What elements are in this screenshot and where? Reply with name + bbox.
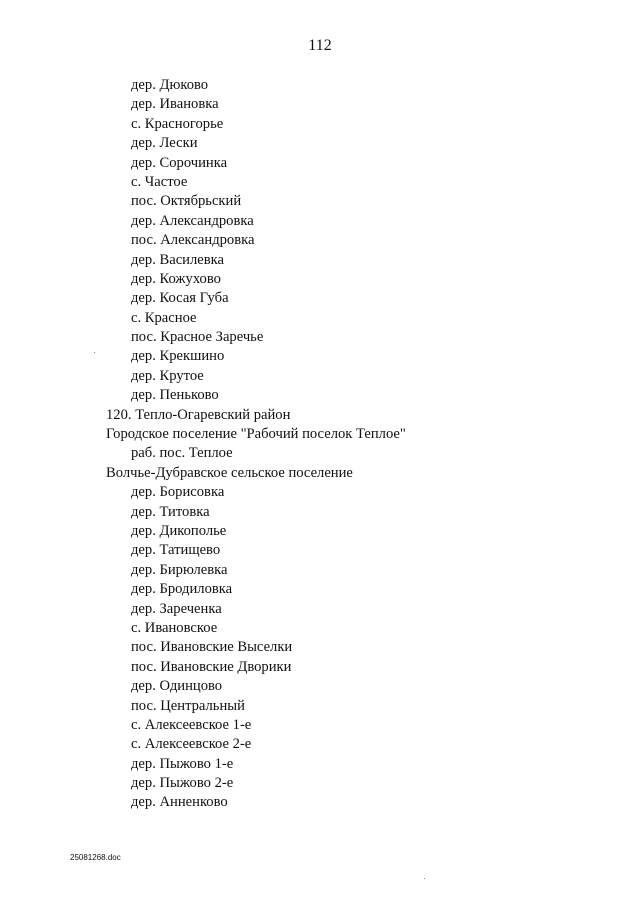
page-number: 112 [308, 37, 332, 54]
locality-item: дер. Зареченка [131, 600, 222, 617]
locality-item: дер. Анненково [131, 794, 228, 811]
locality-item: дер. Лески [131, 135, 198, 152]
locality-item: дер. Борисовка [131, 484, 225, 501]
locality-item: дер. Крутое [131, 367, 204, 384]
locality-item: дер. Дикополье [131, 522, 227, 539]
locality-item: пос. Ивановские Дворики [131, 658, 292, 675]
locality-item: с. Частое [131, 173, 188, 190]
locality-list [0, 76, 640, 813]
section-heading: Городское поселение "Рабочий поселок Теплое" [106, 426, 406, 443]
locality-item: дер. Пыжово 1-е [131, 755, 234, 772]
locality-item: с. Алексеевское 1-е [131, 716, 252, 733]
locality-item: дер. Крекшино [131, 348, 225, 365]
locality-item: дер. Титовка [131, 503, 210, 520]
locality-item: дер. Бродиловка [131, 581, 233, 598]
locality-item: дер. Александровка [131, 212, 254, 229]
locality-item: пос. Центральный [131, 697, 245, 714]
locality-item: дер. Ивановка [131, 96, 219, 113]
locality-item: дер. Пыжово 2-е [131, 775, 234, 792]
locality-item: дер. Пеньково [131, 387, 219, 404]
locality-item: дер. Бирюлевка [131, 561, 228, 578]
locality-item: раб. пос. Теплое [131, 445, 233, 462]
locality-item: дер. Кожухово [131, 270, 221, 287]
scan-speck [424, 878, 425, 879]
footer-filename: 25081268.doc [70, 853, 121, 862]
locality-item: с. Красногорье [131, 115, 224, 132]
locality-item: пос. Красное Заречье [131, 329, 264, 346]
locality-item: дер. Сорочинка [131, 154, 228, 171]
section-heading: Волчье-Дубравское сельское поселение [106, 464, 353, 481]
locality-item: с. Красное [131, 309, 197, 326]
section-heading: 120. Тепло-Огаревский район [106, 406, 291, 423]
locality-item: пос. Октябрьский [131, 193, 242, 210]
locality-item: дер. Василевка [131, 251, 224, 268]
scan-speck [94, 352, 95, 353]
locality-item: дер. Косая Губа [131, 290, 229, 307]
locality-item: дер. Татищево [131, 542, 221, 559]
locality-item: пос. Ивановские Выселки [131, 639, 293, 656]
locality-item: с. Алексеевское 2-е [131, 736, 252, 753]
locality-item: с. Ивановское [131, 619, 218, 636]
locality-item: пос. Александровка [131, 232, 255, 249]
locality-item: дер. Одинцово [131, 678, 223, 695]
locality-item: дер. Дюково [131, 77, 209, 93]
